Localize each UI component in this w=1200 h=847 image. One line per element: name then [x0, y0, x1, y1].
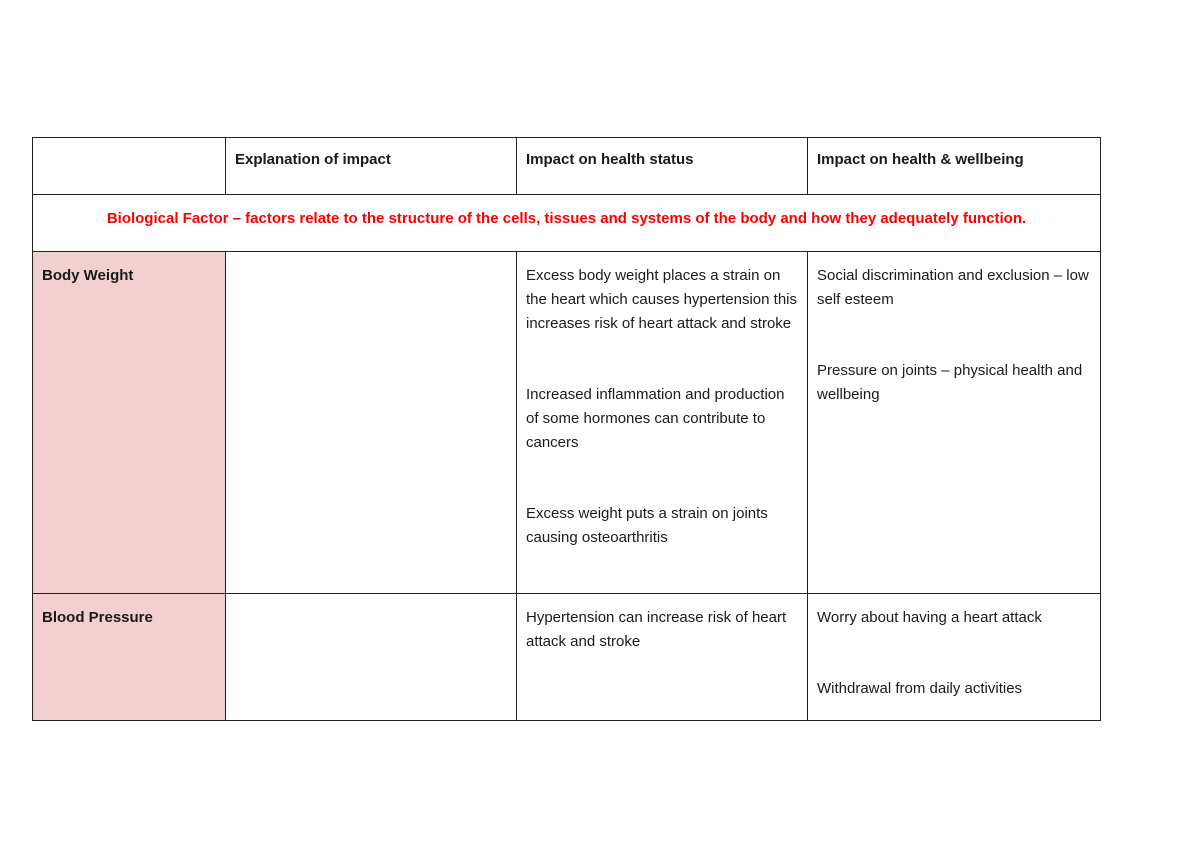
row-label-body-weight: Body Weight: [33, 252, 226, 594]
explanation-cell-blood-pressure: [226, 594, 517, 721]
health-status-item: Excess weight puts a strain on joints causing osteoarthritis: [526, 505, 768, 546]
wellbeing-item: Withdrawal from daily activities: [817, 680, 1023, 697]
factor-banner-row: [33, 195, 1101, 252]
header-row: [33, 138, 1101, 195]
header-cell-blank: [33, 138, 226, 195]
wellbeing-cell-blood-pressure: [808, 594, 1101, 721]
health-status-cell-blood-pressure: [517, 594, 808, 721]
health-status-item: Increased inflammation and production of some hormones can contribute to cancers: [526, 386, 785, 451]
header-health-status: Impact on health status: [517, 138, 808, 195]
factor-banner-cell: [33, 195, 1101, 252]
row-label-blood-pressure: Blood Pressure: [33, 594, 226, 721]
health-status-cell-body-weight: [517, 252, 808, 594]
health-status-item: Hypertension can increase risk of heart attack and stroke: [526, 609, 787, 650]
wellbeing-item: Social discrimination and exclusion – low self esteem: [817, 267, 1089, 308]
wellbeing-item: Worry about having a heart attack: [817, 609, 1042, 626]
table-row-body-weight: [33, 252, 1101, 594]
factors-table: [32, 137, 1101, 721]
header-wellbeing: Impact on health & wellbeing: [808, 138, 1101, 195]
header-explanation: Explanation of impact: [226, 138, 517, 195]
explanation-cell-body-weight: [226, 252, 517, 594]
health-status-item: Excess body weight places a strain on the heart which causes hypertension this increases risk of heart attack and stroke: [526, 267, 797, 332]
table-row-blood-pressure: [33, 594, 1101, 721]
wellbeing-cell-body-weight: [808, 252, 1101, 594]
factor-banner-text: Biological Factor – factors relate to the structure of the cells, tissues and systems of the body and how they adequately function.: [106, 210, 1027, 227]
wellbeing-item: Pressure on joints – physical health and wellbeing: [817, 362, 1083, 403]
